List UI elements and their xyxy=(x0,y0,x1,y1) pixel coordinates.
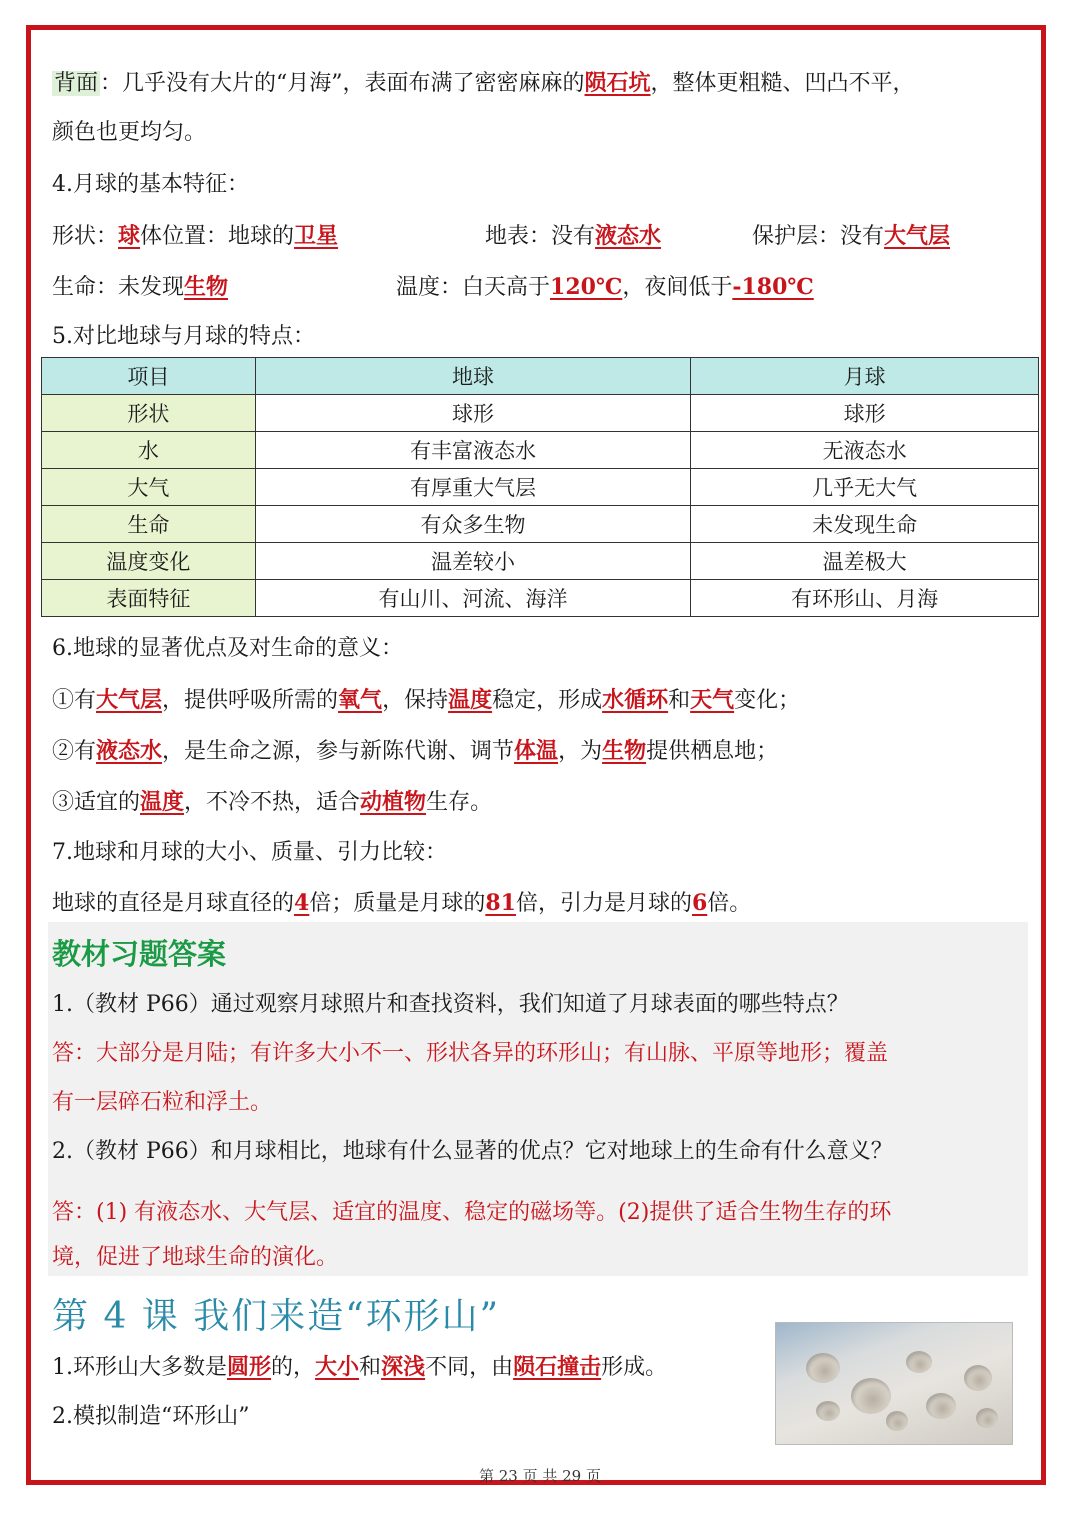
sec6-title: 6.地球的显著优点及对生命的意义： xyxy=(52,636,403,661)
comparison-table xyxy=(41,357,1039,617)
text: ，整体更粗糙、凹凸不平， xyxy=(650,71,915,96)
table-cell: 球形 xyxy=(255,395,691,432)
keyword: 液态水 xyxy=(595,223,662,249)
table-cell: 水 xyxy=(42,432,256,469)
keyword: -180℃ xyxy=(732,274,814,300)
sec4-shape-position xyxy=(52,221,338,252)
table-header-cell: 项目 xyxy=(42,358,256,395)
back-side-label: 背面 xyxy=(54,71,99,96)
table-cell: 有厚重大气层 xyxy=(255,469,691,506)
text: 不同，由 xyxy=(425,1355,514,1380)
text: 倍。 xyxy=(707,891,752,916)
keyword: 大气层 xyxy=(96,687,163,713)
table-row xyxy=(42,543,1039,580)
sec4-surface xyxy=(485,221,661,252)
table-cell: 表面特征 xyxy=(42,580,256,617)
text: ，不冷不热，适合 xyxy=(184,790,361,815)
table-row xyxy=(42,395,1039,432)
lesson-point-2: 2.模拟制造“环形山” xyxy=(52,1404,250,1429)
text: 倍；质量是月球的 xyxy=(309,891,486,916)
text: 生存。 xyxy=(426,790,493,815)
table-row xyxy=(42,506,1039,543)
keyword: 深浅 xyxy=(381,1354,426,1380)
keyword: 6 xyxy=(691,890,708,916)
text: ③适宜的 xyxy=(52,790,141,815)
keyword: 氧气 xyxy=(338,687,383,713)
crater xyxy=(806,1353,840,1383)
text: 稳定，形成 xyxy=(492,688,603,713)
keyword: 陨石撞击 xyxy=(513,1354,602,1380)
lesson-point-1 xyxy=(52,1352,667,1383)
keyword: 4 xyxy=(294,890,310,916)
keyword: 大小 xyxy=(315,1354,360,1380)
keyword: 81 xyxy=(485,890,516,916)
sec6-point-3 xyxy=(52,787,492,818)
table-cell: 大气 xyxy=(42,469,256,506)
table-cell: 未发现生命 xyxy=(691,506,1039,543)
keyword: 圆形 xyxy=(227,1354,272,1380)
keyword: 水循环 xyxy=(602,687,669,713)
crater xyxy=(886,1411,908,1431)
table-cell: 生命 xyxy=(42,506,256,543)
text: 变化； xyxy=(734,688,801,713)
sec6-point-1 xyxy=(52,685,800,716)
table-cell: 有丰富液态水 xyxy=(255,432,691,469)
table-row xyxy=(42,580,1039,617)
sec4-protect xyxy=(752,221,950,252)
sec7-title: 7.地球和月球的大小、质量、引力比较： xyxy=(52,840,447,865)
question-2: 2.（教材 P66）和月球相比，地球有什么显著的优点？它对地球上的生命有什么意义？ xyxy=(52,1139,893,1164)
keyword: 液态水 xyxy=(96,738,163,764)
keyword: 120℃ xyxy=(550,274,623,300)
lesson-title: 第 4 课 我们来造“环形山” xyxy=(52,1296,501,1337)
text: ，提供呼吸所需的 xyxy=(162,688,339,713)
table-header-cell: 月球 xyxy=(691,358,1039,395)
text: ：几乎没有大片的“月海”，表面布满了密密麻麻的 xyxy=(100,71,585,96)
keyword: 温度 xyxy=(448,687,493,713)
sec4-temperature xyxy=(396,272,814,303)
text: 地表：没有 xyxy=(485,224,596,249)
text: ②有 xyxy=(52,739,97,764)
answer-1-line-1: 答：大部分是月陆；有许多大小不一、形状各异的环形山；有山脉、平原等地形；覆盖 xyxy=(52,1041,889,1066)
crater xyxy=(816,1401,840,1421)
keyword: 大气层 xyxy=(884,223,951,249)
crater xyxy=(851,1378,891,1414)
table-cell: 球形 xyxy=(691,395,1039,432)
table-header-row xyxy=(42,358,1039,395)
text: 提供栖息地； xyxy=(646,739,779,764)
keyword: 生物 xyxy=(184,274,229,300)
keyword: 温度 xyxy=(140,789,185,815)
text: 1.环形山大多数是 xyxy=(52,1355,227,1380)
table-cell: 形状 xyxy=(42,395,256,432)
sec4-title: 4.月球的基本特征： xyxy=(52,172,249,197)
question-1: 1.（教材 P66）通过观察月球照片和查找资料，我们知道了月球表面的哪些特点？ xyxy=(52,992,849,1017)
keyword: 卫星 xyxy=(294,223,339,249)
keyword: 生物 xyxy=(602,738,647,764)
answer-2-line-2: 境，促进了地球生命的演化。 xyxy=(52,1245,339,1270)
crater xyxy=(964,1365,992,1391)
table-row xyxy=(42,432,1039,469)
table-cell: 温度变化 xyxy=(42,543,256,580)
text: ，夜间低于 xyxy=(622,275,733,300)
keyword: 球 xyxy=(118,223,141,249)
answer-1-line-2: 有一层碎石粒和浮土。 xyxy=(52,1090,273,1115)
text: 生命：未发现 xyxy=(52,275,185,300)
back-side-line-1 xyxy=(52,68,915,99)
text: ，是生命之源，参与新陈代谢、调节 xyxy=(162,739,515,764)
table-cell: 有山川、河流、海洋 xyxy=(255,580,691,617)
crater-model-photo xyxy=(775,1322,1013,1445)
table-cell: 无液态水 xyxy=(691,432,1039,469)
table-cell: 有众多生物 xyxy=(255,506,691,543)
text: ，为 xyxy=(558,739,603,764)
table-cell: 温差极大 xyxy=(691,543,1039,580)
sec4-life xyxy=(52,272,228,303)
table-cell: 温差较小 xyxy=(255,543,691,580)
crater xyxy=(926,1393,956,1419)
text: 和 xyxy=(359,1355,382,1380)
sec7-comparison xyxy=(52,888,751,919)
text: ，保持 xyxy=(382,688,449,713)
text: 的， xyxy=(271,1355,316,1380)
answers-title: 教材习题答案 xyxy=(52,937,227,971)
text: 倍，引力是月球的 xyxy=(515,891,692,916)
sec6-point-2 xyxy=(52,736,778,767)
crater xyxy=(906,1351,932,1373)
table-cell: 有环形山、月海 xyxy=(691,580,1039,617)
text: 形状： xyxy=(52,224,119,249)
page-footer: 第 23 页 共 29 页 xyxy=(478,1467,601,1485)
text: 形成。 xyxy=(601,1355,668,1380)
keyword: 天气 xyxy=(690,687,735,713)
sec5-title: 5.对比地球与月球的特点： xyxy=(52,324,315,349)
text: 体位置：地球的 xyxy=(140,224,295,249)
table-row xyxy=(42,469,1039,506)
keyword: 动植物 xyxy=(360,789,427,815)
text: 地球的直径是月球直径的 xyxy=(52,891,295,916)
text: 温度：白天高于 xyxy=(396,275,551,300)
text: ①有 xyxy=(52,688,97,713)
text: 保护层：没有 xyxy=(752,224,885,249)
answer-2-line-1: 答：(1) 有液态水、大气层、适宜的温度、稳定的磁场等。(2)提供了适合生物生存的环 xyxy=(52,1200,892,1225)
keyword: 陨石坑 xyxy=(584,70,651,96)
text: 和 xyxy=(668,688,691,713)
back-side-line-2: 颜色也更均匀。 xyxy=(52,120,207,145)
keyword: 体温 xyxy=(514,738,559,764)
table-header-cell: 地球 xyxy=(255,358,691,395)
crater xyxy=(976,1408,998,1428)
table-cell: 几乎无大气 xyxy=(691,469,1039,506)
